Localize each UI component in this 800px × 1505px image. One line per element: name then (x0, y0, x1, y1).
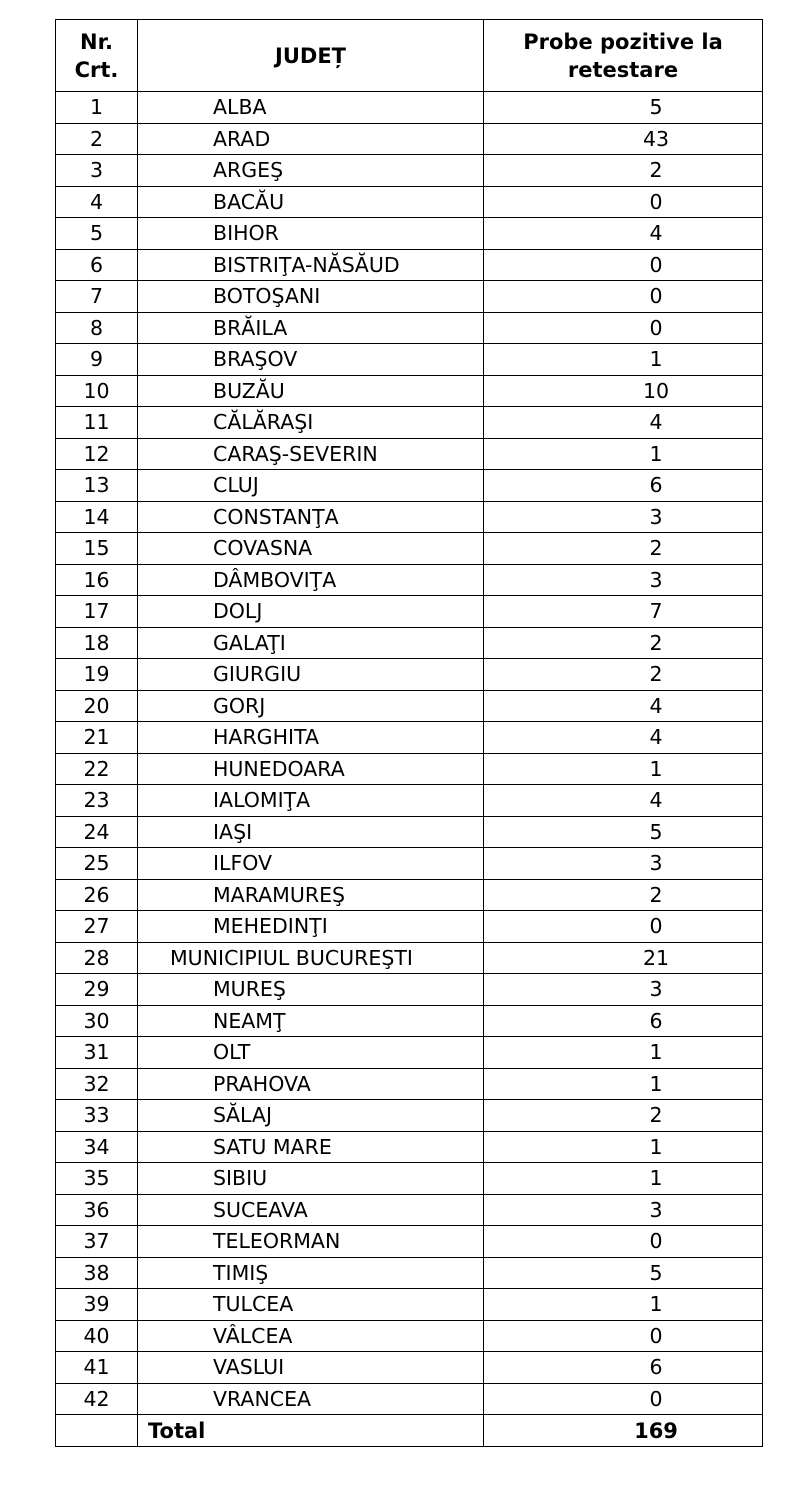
row-number: 1 (56, 92, 138, 124)
positive-count: 3 (484, 564, 763, 596)
table-row (56, 249, 763, 281)
county-name: GIURGIU (138, 659, 484, 691)
positive-count: 4 (484, 690, 763, 722)
county-name: ARAD (138, 123, 484, 155)
table-row (56, 470, 763, 502)
county-name: NEAMŢ (138, 1005, 484, 1037)
table-body (56, 92, 763, 1415)
county-name: GORJ (138, 690, 484, 722)
positive-count: 3 (484, 501, 763, 533)
row-number: 2 (56, 123, 138, 155)
row-number: 38 (56, 1257, 138, 1289)
county-name: CĂLĂRAŞI (138, 407, 484, 439)
positive-count: 6 (484, 1352, 763, 1384)
table-row (56, 785, 763, 817)
table-row (56, 596, 763, 628)
row-number: 27 (56, 911, 138, 943)
row-number: 23 (56, 785, 138, 817)
table-footer (56, 1415, 763, 1447)
positive-count: 1 (484, 1037, 763, 1069)
positive-count: 43 (484, 123, 763, 155)
positive-count: 1 (484, 1068, 763, 1100)
row-number: 4 (56, 186, 138, 218)
table-row (56, 155, 763, 187)
county-name: TIMIŞ (138, 1257, 484, 1289)
positive-count: 0 (484, 1383, 763, 1415)
county-name: HUNEDOARA (138, 753, 484, 785)
row-number: 33 (56, 1100, 138, 1132)
total-value: 169 (484, 1415, 763, 1447)
table-row (56, 407, 763, 439)
table-row (56, 564, 763, 596)
table-row (56, 1068, 763, 1100)
header-nr: Nr. Crt. (56, 20, 138, 92)
row-number: 3 (56, 155, 138, 187)
table-row (56, 1005, 763, 1037)
county-name: IAŞI (138, 816, 484, 848)
county-name: VASLUI (138, 1352, 484, 1384)
positive-count: 4 (484, 407, 763, 439)
table-row (56, 753, 763, 785)
positive-count: 5 (484, 92, 763, 124)
positive-count: 21 (484, 942, 763, 974)
table-row (56, 123, 763, 155)
county-name: IALOMIŢA (138, 785, 484, 817)
county-name: BRĂILA (138, 312, 484, 344)
row-number: 19 (56, 659, 138, 691)
table-row (56, 1100, 763, 1132)
row-number: 15 (56, 533, 138, 565)
row-number: 25 (56, 848, 138, 880)
row-number: 18 (56, 627, 138, 659)
table-row (56, 1037, 763, 1069)
row-number: 29 (56, 974, 138, 1006)
positive-count: 0 (484, 1320, 763, 1352)
row-number: 20 (56, 690, 138, 722)
table-row (56, 1289, 763, 1321)
table-row (56, 1352, 763, 1384)
table-row (56, 501, 763, 533)
positive-count: 6 (484, 470, 763, 502)
county-name: BIHOR (138, 218, 484, 250)
row-number: 14 (56, 501, 138, 533)
header-county: JUDEȚ (138, 20, 484, 92)
county-name: TULCEA (138, 1289, 484, 1321)
county-name: ALBA (138, 92, 484, 124)
table-row (56, 281, 763, 313)
county-name: DÂMBOVIŢA (138, 564, 484, 596)
row-number: 26 (56, 879, 138, 911)
positive-count: 1 (484, 1131, 763, 1163)
table-row (56, 1226, 763, 1258)
positive-count: 2 (484, 879, 763, 911)
row-number: 17 (56, 596, 138, 628)
county-name: GALAŢI (138, 627, 484, 659)
county-name: ARGEŞ (138, 155, 484, 187)
table-row (56, 92, 763, 124)
county-name: PRAHOVA (138, 1068, 484, 1100)
county-name: CLUJ (138, 470, 484, 502)
table-row (56, 1320, 763, 1352)
row-number: 36 (56, 1194, 138, 1226)
positive-count: 1 (484, 344, 763, 376)
county-name: COVASNA (138, 533, 484, 565)
row-number: 34 (56, 1131, 138, 1163)
county-name: MEHEDINŢI (138, 911, 484, 943)
county-name: DOLJ (138, 596, 484, 628)
table-row (56, 438, 763, 470)
row-number: 22 (56, 753, 138, 785)
row-number: 32 (56, 1068, 138, 1100)
positive-retest-table (55, 19, 763, 1447)
positive-count: 2 (484, 627, 763, 659)
table-row (56, 1163, 763, 1195)
positive-count: 5 (484, 1257, 763, 1289)
county-name: VRANCEA (138, 1383, 484, 1415)
positive-count: 10 (484, 375, 763, 407)
county-name: VÂLCEA (138, 1320, 484, 1352)
table-row (56, 1194, 763, 1226)
row-number: 21 (56, 722, 138, 754)
county-name: SUCEAVA (138, 1194, 484, 1226)
table-row (56, 627, 763, 659)
total-row (56, 1415, 763, 1447)
positive-count: 1 (484, 1289, 763, 1321)
row-number: 28 (56, 942, 138, 974)
county-name: MARAMUREŞ (138, 879, 484, 911)
row-number: 24 (56, 816, 138, 848)
county-name: TELEORMAN (138, 1226, 484, 1258)
positive-count: 6 (484, 1005, 763, 1037)
row-number: 11 (56, 407, 138, 439)
table-row (56, 312, 763, 344)
county-name: ILFOV (138, 848, 484, 880)
positive-count: 5 (484, 816, 763, 848)
table-row (56, 911, 763, 943)
county-name: SĂLAJ (138, 1100, 484, 1132)
table-row (56, 1383, 763, 1415)
positive-count: 1 (484, 438, 763, 470)
positive-count: 4 (484, 218, 763, 250)
county-name: BISTRIŢA-NĂSĂUD (138, 249, 484, 281)
table-row (56, 722, 763, 754)
table-row (56, 1257, 763, 1289)
row-number: 9 (56, 344, 138, 376)
header-value: Probe pozitive la retestare (484, 20, 763, 92)
county-name: HARGHITA (138, 722, 484, 754)
row-number: 40 (56, 1320, 138, 1352)
table-row (56, 816, 763, 848)
row-number: 37 (56, 1226, 138, 1258)
county-name: OLT (138, 1037, 484, 1069)
positive-count: 3 (484, 974, 763, 1006)
table-row (56, 375, 763, 407)
row-number: 31 (56, 1037, 138, 1069)
row-number: 8 (56, 312, 138, 344)
positive-count: 0 (484, 186, 763, 218)
table-row (56, 186, 763, 218)
table-row (56, 659, 763, 691)
county-name: MUNICIPIUL BUCUREŞTI (138, 942, 484, 974)
table-row (56, 942, 763, 974)
table-header (56, 20, 763, 92)
row-number: 35 (56, 1163, 138, 1195)
positive-count: 1 (484, 1163, 763, 1195)
row-number: 13 (56, 470, 138, 502)
county-name: CONSTANŢA (138, 501, 484, 533)
positive-count: 1 (484, 753, 763, 785)
header-row (56, 20, 763, 92)
row-number: 5 (56, 218, 138, 250)
positive-count: 0 (484, 1226, 763, 1258)
positive-count: 0 (484, 312, 763, 344)
table-row (56, 533, 763, 565)
table-row (56, 974, 763, 1006)
positive-count: 0 (484, 911, 763, 943)
positive-count: 4 (484, 722, 763, 754)
total-empty-cell (56, 1415, 138, 1447)
table-row (56, 690, 763, 722)
row-number: 16 (56, 564, 138, 596)
county-name: BOTOŞANI (138, 281, 484, 313)
row-number: 10 (56, 375, 138, 407)
table-row (56, 344, 763, 376)
table-row (56, 848, 763, 880)
row-number: 30 (56, 1005, 138, 1037)
row-number: 7 (56, 281, 138, 313)
positive-count: 2 (484, 155, 763, 187)
county-name: MUREŞ (138, 974, 484, 1006)
positive-count: 2 (484, 533, 763, 565)
row-number: 39 (56, 1289, 138, 1321)
county-name: BRAŞOV (138, 344, 484, 376)
county-name: CARAŞ-SEVERIN (138, 438, 484, 470)
positive-count: 4 (484, 785, 763, 817)
positive-count: 7 (484, 596, 763, 628)
positive-count: 3 (484, 848, 763, 880)
positive-count: 0 (484, 281, 763, 313)
row-number: 6 (56, 249, 138, 281)
table-row (56, 879, 763, 911)
positive-count: 3 (484, 1194, 763, 1226)
positive-count: 2 (484, 659, 763, 691)
table-row (56, 218, 763, 250)
county-name: BUZĂU (138, 375, 484, 407)
county-name: SIBIU (138, 1163, 484, 1195)
positive-count: 0 (484, 249, 763, 281)
total-label: Total (138, 1415, 484, 1447)
positive-count: 2 (484, 1100, 763, 1132)
row-number: 12 (56, 438, 138, 470)
table-row (56, 1131, 763, 1163)
county-name: SATU MARE (138, 1131, 484, 1163)
county-name: BACĂU (138, 186, 484, 218)
row-number: 42 (56, 1383, 138, 1415)
row-number: 41 (56, 1352, 138, 1384)
